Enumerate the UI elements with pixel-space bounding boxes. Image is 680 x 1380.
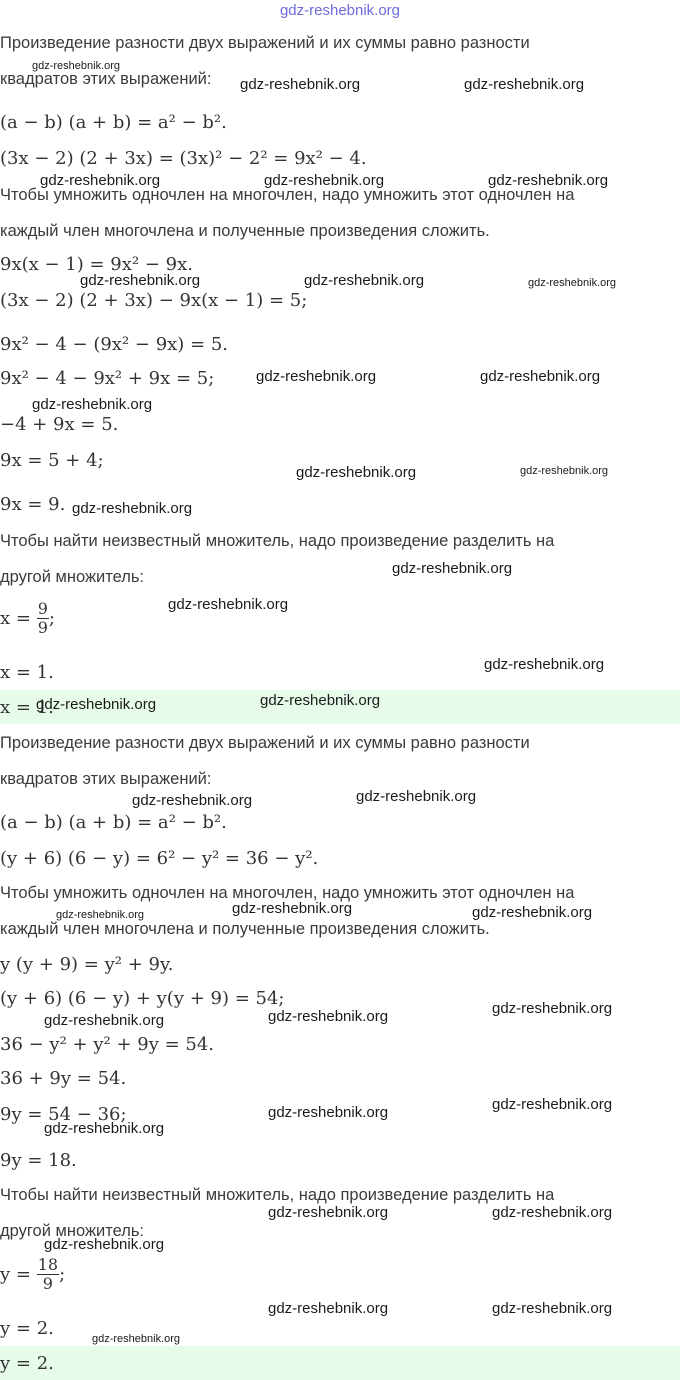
watermark: gdz-reshebnik.org	[232, 900, 353, 917]
equation-line: 9y = 54 − 36;	[0, 1104, 127, 1125]
fraction-numerator: 18	[37, 1255, 59, 1274]
equation-line: 36 − y² + y² + 9y = 54.	[0, 1034, 215, 1055]
rule-difference-of-squares-line1: Произведение разности двух выражений и их суммы равно разности	[0, 734, 530, 752]
watermark: gdz-reshebnik.org	[168, 596, 289, 613]
rule-unknown-factor-line1: Чтобы найти неизвестный множитель, надо произведение разделить на	[0, 1186, 555, 1204]
rule-unknown-factor-line2: другой множитель:	[0, 568, 145, 586]
watermark: gdz-reshebnik.org	[44, 1120, 165, 1137]
rule-unknown-factor-line2: другой множитель:	[0, 1222, 145, 1240]
fraction-equation	[0, 600, 55, 637]
watermark: gdz-reshebnik.org	[260, 692, 381, 709]
rule-difference-of-squares-line2: квадратов этих выражений:	[0, 770, 212, 788]
watermark: gdz-reshebnik.org	[356, 788, 477, 805]
watermark: gdz-reshebnik.org	[44, 1012, 165, 1029]
watermark: gdz-reshebnik.org	[256, 368, 377, 385]
answer-line: x = 1.	[0, 697, 54, 718]
watermark: gdz-reshebnik.org	[72, 500, 193, 517]
equation-line: −4 + 9x = 5.	[0, 414, 119, 435]
equation-line: 9x² − 4 − (9x² − 9x) = 5.	[0, 334, 229, 355]
fraction-denominator: 9	[42, 1274, 53, 1293]
equation-line: 36 + 9y = 54.	[0, 1068, 127, 1089]
equation-line: y (y + 9) = y² + 9y.	[0, 954, 174, 975]
watermark: gdz-reshebnik.org	[40, 172, 161, 189]
watermark: gdz-reshebnik.org	[268, 1104, 389, 1121]
identity-difference-of-squares: (a − b) (a + b) = a² − b².	[0, 812, 227, 833]
equation-line: (y + 6) (6 − y) = 6² − y² = 36 − y².	[0, 848, 319, 869]
watermark: gdz-reshebnik.org	[132, 792, 253, 809]
watermark: gdz-reshebnik.org	[92, 1333, 181, 1345]
watermark: gdz-reshebnik.org	[264, 172, 385, 189]
equation-line: (3x − 2) (2 + 3x) − 9x(x − 1) = 5;	[0, 290, 308, 311]
fraction-lhs: x =	[0, 608, 31, 629]
watermark: gdz-reshebnik.org	[480, 368, 601, 385]
equation-line: x = 1.	[0, 662, 54, 683]
fraction-equation	[0, 1256, 65, 1293]
watermark: gdz-reshebnik.org	[44, 1236, 165, 1253]
watermark: gdz-reshebnik.org	[492, 1300, 613, 1317]
watermark: gdz-reshebnik.org	[484, 656, 605, 673]
equation-line: 9x = 9.	[0, 494, 66, 515]
watermark: gdz-reshebnik.org	[36, 696, 157, 713]
equation-line: (y + 6) (6 − y) + y(y + 9) = 54;	[0, 988, 285, 1009]
equation-line: y = 2.	[0, 1318, 54, 1339]
watermark: gdz-reshebnik.org	[304, 272, 425, 289]
watermark: gdz-reshebnik.org	[268, 1008, 389, 1025]
rule-monomial-times-polynomial-line2: каждый член многочлена и полученные произведения сложить.	[0, 920, 490, 938]
rule-difference-of-squares-line2: квадратов этих выражений:	[0, 70, 212, 88]
watermark: gdz-reshebnik.org	[32, 60, 121, 72]
watermark: gdz-reshebnik.org	[80, 272, 201, 289]
site-header-link[interactable]: gdz-reshebnik.org	[279, 2, 401, 19]
rule-unknown-factor-line1: Чтобы найти неизвестный множитель, надо произведение разделить на	[0, 532, 555, 550]
identity-difference-of-squares: (a − b) (a + b) = a² − b².	[0, 112, 227, 133]
watermark: gdz-reshebnik.org	[492, 1096, 613, 1113]
fraction	[37, 1256, 59, 1293]
watermark: gdz-reshebnik.org	[392, 560, 513, 577]
watermark: gdz-reshebnik.org	[240, 76, 361, 93]
watermark: gdz-reshebnik.org	[56, 909, 145, 921]
watermark: gdz-reshebnik.org	[528, 277, 617, 289]
watermark: gdz-reshebnik.org	[488, 172, 609, 189]
equation-line: (3x − 2) (2 + 3x) = (3x)² − 2² = 9x² − 4.	[0, 148, 367, 169]
answer-line: y = 2.	[0, 1353, 54, 1374]
fraction-numerator: 9	[37, 599, 48, 618]
answer-highlight-2	[0, 1346, 680, 1380]
rule-monomial-times-polynomial-line1: Чтобы умножить одночлен на многочлен, надо умножить этот одночлен на	[0, 186, 575, 204]
watermark: gdz-reshebnik.org	[296, 464, 417, 481]
equation-line: 9y = 18.	[0, 1150, 77, 1171]
fraction-denominator: 9	[37, 618, 48, 637]
rule-monomial-times-polynomial-line1: Чтобы умножить одночлен на многочлен, надо умножить этот одночлен на	[0, 884, 575, 902]
watermark: gdz-reshebnik.org	[492, 1000, 613, 1017]
watermark: gdz-reshebnik.org	[268, 1300, 389, 1317]
equation-line: 9x² − 4 − 9x² + 9x = 5;	[0, 368, 215, 389]
watermark: gdz-reshebnik.org	[520, 465, 609, 477]
watermark: gdz-reshebnik.org	[492, 1204, 613, 1221]
watermark: gdz-reshebnik.org	[464, 76, 585, 93]
rule-difference-of-squares-line1: Произведение разности двух выражений и их суммы равно разности	[0, 34, 530, 52]
rule-monomial-times-polynomial-line2: каждый член многочлена и полученные произведения сложить.	[0, 222, 490, 240]
fraction-tail: ;	[48, 608, 55, 629]
fraction-lhs: y =	[0, 1264, 31, 1285]
equation-line: 9x(x − 1) = 9x² − 9x.	[0, 254, 193, 275]
watermark: gdz-reshebnik.org	[268, 1204, 389, 1221]
watermark: gdz-reshebnik.org	[472, 904, 593, 921]
fraction-tail: ;	[59, 1264, 66, 1285]
fraction	[37, 600, 49, 637]
watermark: gdz-reshebnik.org	[32, 396, 153, 413]
equation-line: 9x = 5 + 4;	[0, 450, 104, 471]
